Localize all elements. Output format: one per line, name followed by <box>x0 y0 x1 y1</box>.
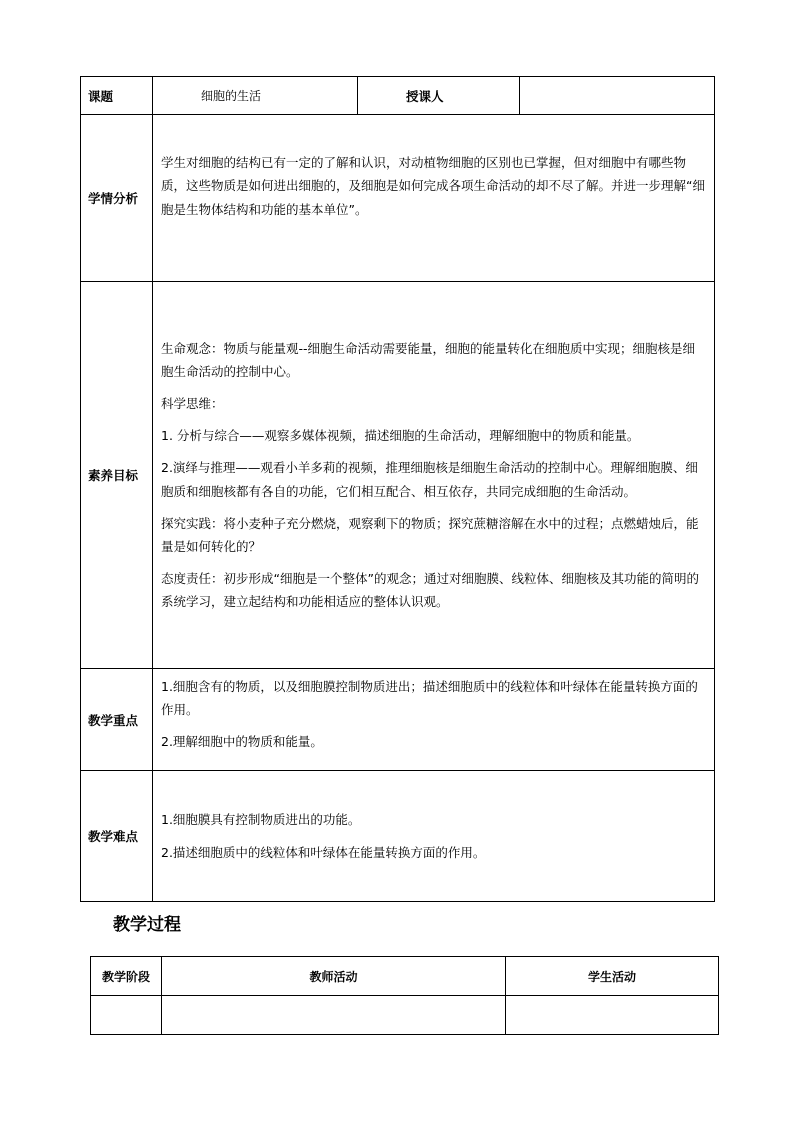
goal-item: 1. 分析与综合——观察多媒体视频，描述细胞的生命活动，理解细胞中的物质和能量。 <box>161 428 640 444</box>
key-point-item: 2.理解细胞中的物质和能量。 <box>161 734 323 750</box>
key-points-label: 教学重点 <box>81 669 153 771</box>
process-row <box>91 996 719 1035</box>
situation-text: 学生对细胞的结构已有一定的了解和认识，对动植物细胞的区别也已掌握，但对细胞中有哪些物质，这些物质是如何进出细胞的，及细胞是如何完成各项生命活动的却不尽了解。并进一步理解“细胞是生物体结构和功能的基本单位”。 <box>153 115 715 282</box>
student-activity-cell <box>506 996 719 1035</box>
teacher-activity-cell <box>162 996 506 1035</box>
process-header-row <box>91 957 719 996</box>
goals-cell <box>153 282 715 669</box>
difficult-point-item: 2.描述细胞质中的线粒体和叶绿体在能量转换方面的作用。 <box>161 844 486 860</box>
goal-item: 探究实践：将小麦种子充分燃烧，观察剩下的物质；探究蔗糖溶解在水中的过程；点燃蜡烛后，能量是如何转化的？ <box>161 515 699 554</box>
difficult-points-cell <box>153 771 715 902</box>
student-activity-header: 学生活动 <box>506 957 719 996</box>
process-table <box>90 956 719 1035</box>
situation-row <box>81 115 715 282</box>
key-points-row <box>81 669 715 771</box>
lesson-info-table <box>80 76 715 902</box>
topic-label: 课题 <box>81 77 153 115</box>
difficult-points-label: 教学难点 <box>81 771 153 902</box>
teacher-activity-header: 教师活动 <box>162 957 506 996</box>
difficult-points-row <box>81 771 715 902</box>
key-point-item: 1.细胞含有的物质，以及细胞膜控制物质进出；描述细胞质中的线粒体和叶绿体在能量转换方面的作用。 <box>161 679 698 718</box>
teacher-value <box>520 77 715 115</box>
stage-cell <box>91 996 162 1035</box>
goal-item: 2.演绎与推理——观看小羊多莉的视频，推理细胞核是细胞生命活动的控制中心。理解细胞膜、细胞质和细胞核都有各自的功能，它们相互配合、相互依存，共同完成细胞的生命活动。 <box>161 460 698 499</box>
goal-item: 态度责任：初步形成“细胞是一个整体”的观念；通过对细胞膜、线粒体、细胞核及其功能的简明的系统学习，建立起结构和功能相适应的整体认识观。 <box>161 570 699 609</box>
topic-value: 细胞的生活 <box>153 77 358 115</box>
key-points-cell <box>153 669 715 771</box>
section-title: 教学过程 <box>113 915 181 935</box>
situation-label: 学情分析 <box>81 115 153 282</box>
stage-header: 教学阶段 <box>91 957 162 996</box>
goals-row <box>81 282 715 669</box>
goal-item: 生命观念：物质与能量观--细胞生命活动需要能量，细胞的能量转化在细胞质中实现；细胞核是细胞生命活动的控制中心。 <box>161 340 696 379</box>
difficult-point-item: 1.细胞膜具有控制物质进出的功能。 <box>161 812 361 828</box>
goals-label: 素养目标 <box>81 282 153 669</box>
goal-item: 科学思维： <box>161 396 224 412</box>
teacher-label: 授课人 <box>358 77 520 115</box>
topic-row <box>81 77 715 115</box>
